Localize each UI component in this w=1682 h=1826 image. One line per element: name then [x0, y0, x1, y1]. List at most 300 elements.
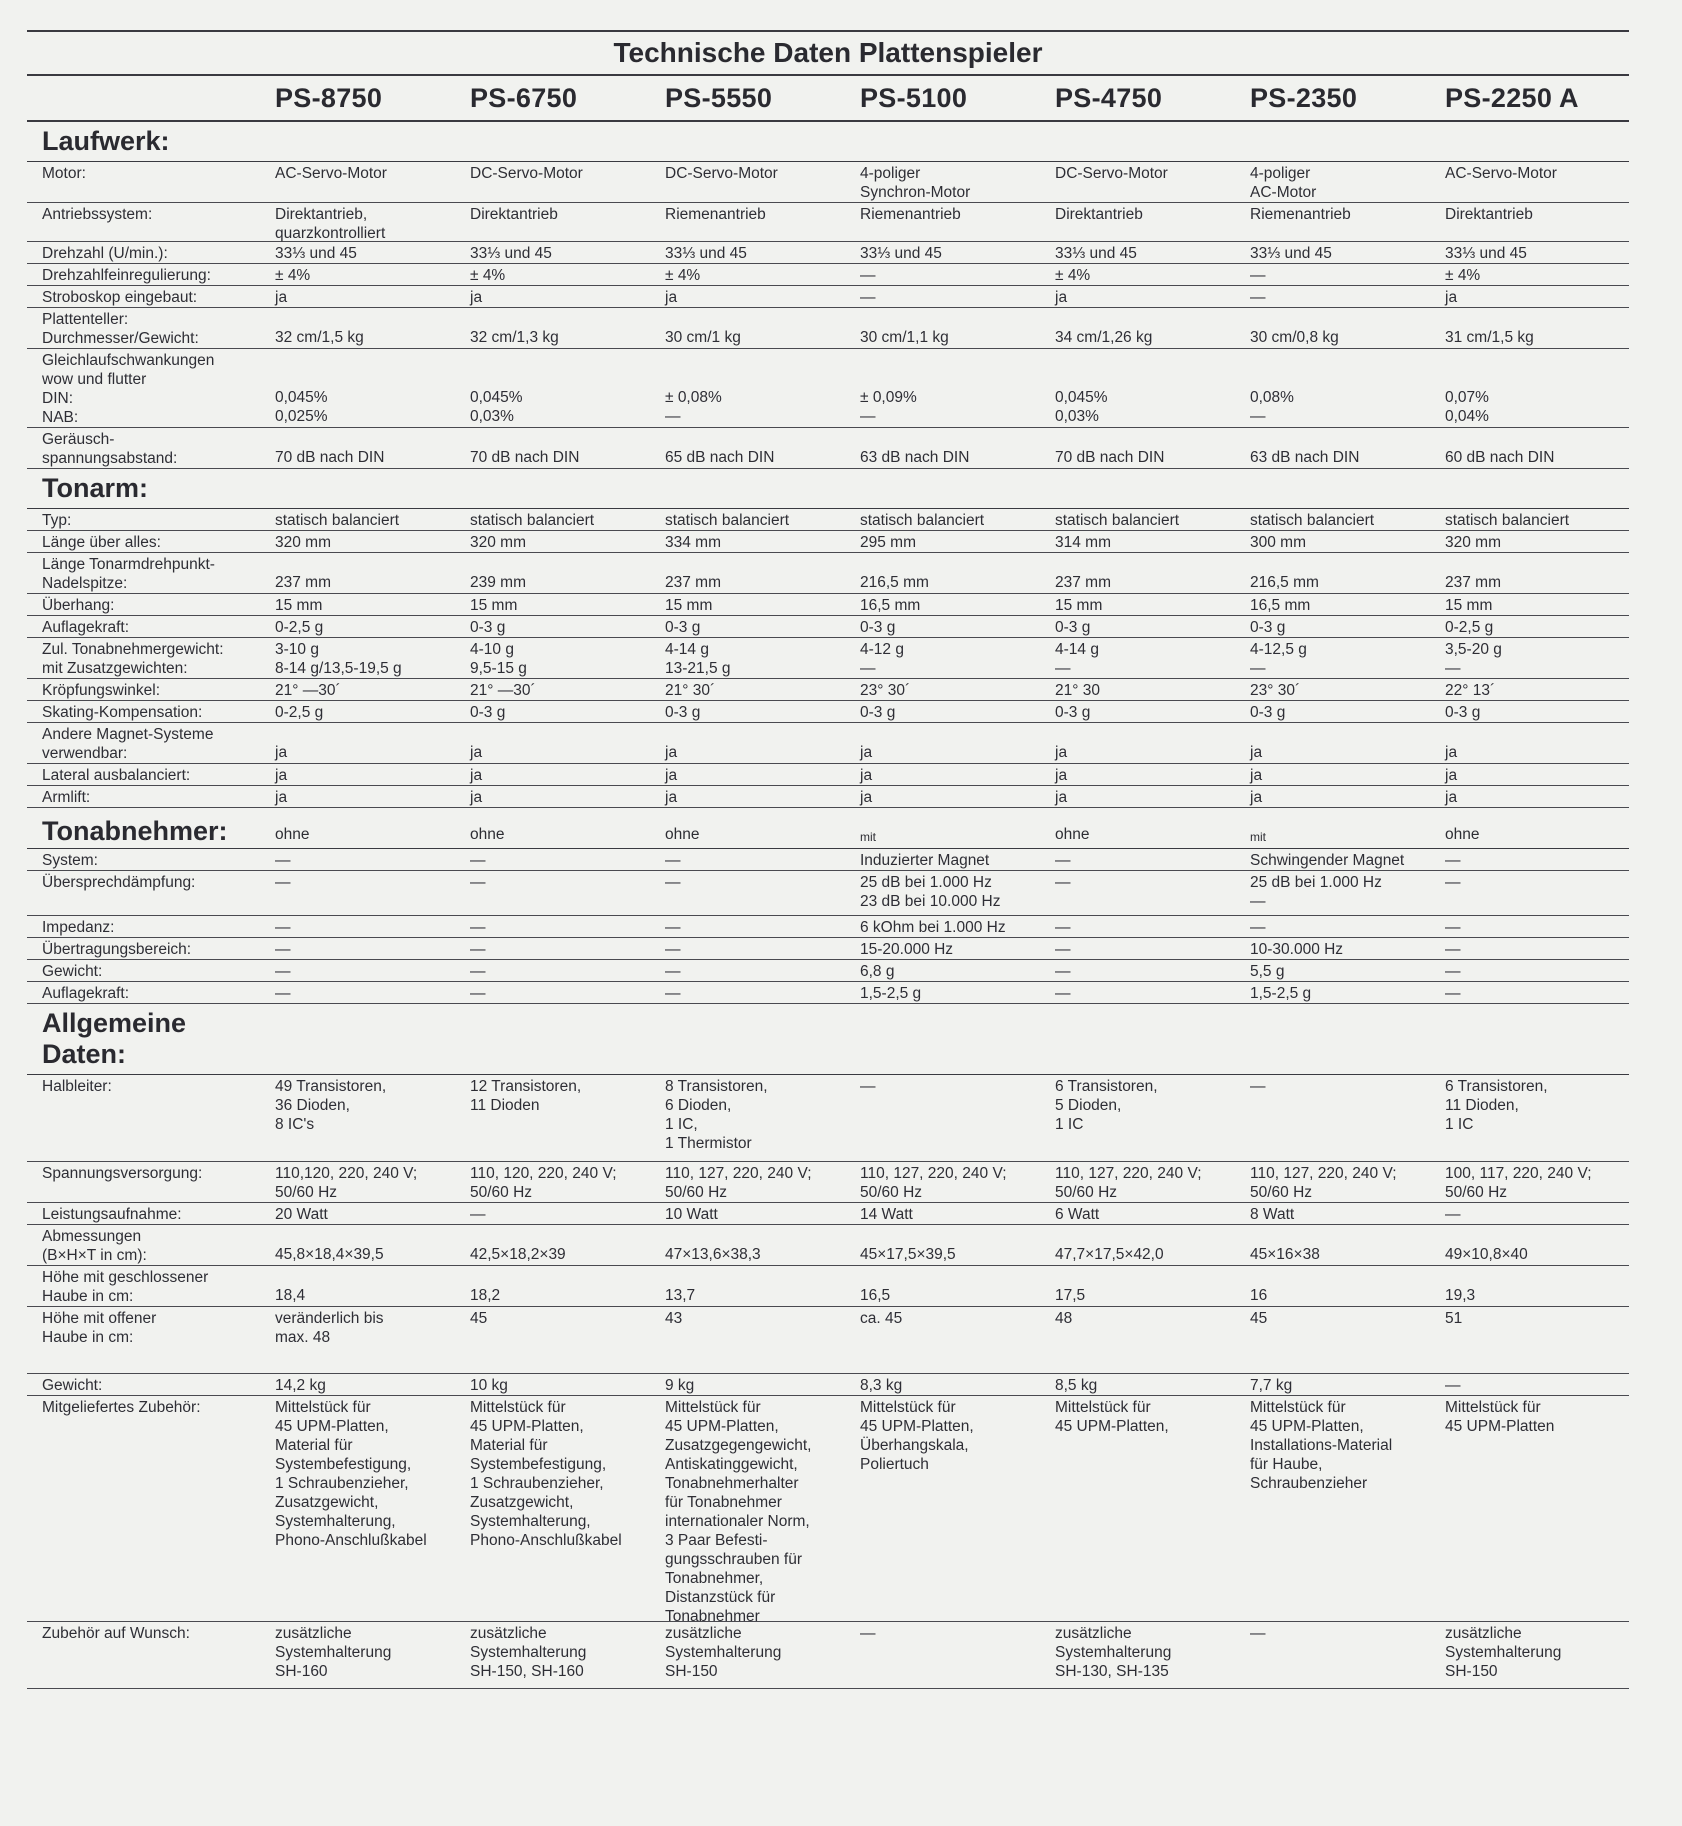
spec-value: — — [275, 985, 291, 1002]
spec-value: 33⅓ und 45 — [275, 245, 357, 262]
cartridge-included: mit — [860, 830, 876, 844]
spec-value: 21° 30 — [1055, 682, 1100, 699]
spec-value: statisch balanciert — [1250, 512, 1375, 529]
spec-row — [27, 723, 1629, 764]
spec-row — [27, 162, 1629, 203]
spec-label: Länge über alles: — [42, 534, 161, 551]
spec-value: 45 — [470, 1310, 488, 1327]
spec-value: DC-Servo-Motor — [1055, 165, 1168, 182]
spec-value: AC-Servo-Motor — [1445, 165, 1557, 182]
spec-row — [27, 428, 1629, 469]
spec-value: 63 dB nach DIN — [1250, 449, 1360, 466]
spec-value: 3,5-20 g — — [1445, 641, 1502, 677]
spec-value: ja — [665, 744, 678, 761]
spec-value: 18,2 — [470, 1287, 501, 1304]
spec-label: Plattenteller: Durchmesser/Gewicht: — [42, 311, 199, 347]
spec-value: statisch balanciert — [1055, 512, 1180, 529]
spec-value: 3-10 g 8-14 g/13,5-19,5 g — [275, 641, 402, 677]
spec-value: ± 4% — [470, 267, 506, 284]
spec-value: 110, 127, 220, 240 V; 50/60 Hz — [860, 1165, 1007, 1201]
spec-row — [27, 594, 1629, 616]
spec-value: ja — [1445, 789, 1458, 806]
spec-value: 9 kg — [665, 1377, 695, 1394]
spec-row — [27, 616, 1629, 638]
spec-value: 1,5-2,5 g — [860, 985, 922, 1002]
spec-label: Zul. Tonabnehmergewicht: mit Zusatzgewichten: — [42, 641, 224, 677]
spec-value: — — [1055, 985, 1071, 1002]
spec-value: 63 dB nach DIN — [860, 449, 970, 466]
spec-row — [27, 764, 1629, 786]
spec-value: ja — [275, 789, 288, 806]
spec-value: 0,045% 0,025% — [275, 389, 328, 425]
spec-row — [27, 960, 1629, 982]
spec-value: 8,5 kg — [1055, 1377, 1098, 1394]
spec-row — [27, 1225, 1629, 1266]
spec-value: — — [1055, 874, 1071, 891]
spec-value: 300 mm — [1250, 534, 1306, 551]
spec-value: — — [665, 963, 681, 980]
spec-row — [27, 916, 1629, 938]
spec-value: zusätzliche Systemhalterung SH-160 — [275, 1625, 392, 1680]
spec-value: 45,8×18,4×39,5 — [275, 1246, 384, 1263]
spec-value: 110, 127, 220, 240 V; 50/60 Hz — [665, 1165, 812, 1201]
spec-value: 0-3 g — [470, 704, 506, 721]
spec-value: statisch balanciert — [1445, 512, 1570, 529]
spec-value: 16,5 mm — [860, 597, 921, 614]
spec-value: Mittelstück für 45 UPM-Platten, Zusatzgegengewicht, Antiskatinggewicht, Tonabnehmerhalter für Tonabnehmer internationaler Norm, 3 Paar Befesti- gungsschrauben für Tonabnehmer, Distanzstück für Tonabnehmer — [665, 1399, 812, 1625]
spec-value: ca. 45 — [860, 1310, 903, 1327]
spec-value: 110, 120, 220, 240 V; 50/60 Hz — [470, 1165, 617, 1201]
spec-row — [27, 203, 1629, 242]
spec-value: — — [1445, 1377, 1461, 1394]
spec-value: ja — [1250, 789, 1263, 806]
spec-value: 8,3 kg — [860, 1377, 903, 1394]
spec-row — [27, 982, 1629, 1004]
spec-value: 15 mm — [665, 597, 713, 614]
spec-value: — — [470, 874, 486, 891]
spec-value: 4-12,5 g — — [1250, 641, 1307, 677]
spec-value: 320 mm — [1445, 534, 1501, 551]
spec-value: 32 cm/1,5 kg — [275, 329, 364, 346]
spec-value: zusätzliche Systemhalterung SH-150, SH-160 — [470, 1625, 587, 1680]
spec-value: Direktantrieb — [1055, 206, 1143, 223]
spec-row — [27, 938, 1629, 960]
spec-value: 42,5×18,2×39 — [470, 1246, 566, 1263]
spec-value: 0,045% 0,03% — [470, 389, 523, 425]
spec-value: 25 dB bei 1.000 Hz 23 dB bei 10.000 Hz — [860, 874, 1001, 910]
spec-value: ja — [1055, 744, 1068, 761]
spec-value: 47×13,6×38,3 — [665, 1246, 761, 1263]
spec-label: Höhe mit offener Haube in cm: — [42, 1310, 157, 1346]
spec-value: 0,045% 0,03% — [1055, 389, 1108, 425]
spec-row — [27, 349, 1629, 428]
spec-row — [27, 1374, 1629, 1396]
spec-value: 4-poliger AC-Motor — [1250, 165, 1317, 201]
spec-value: 22° 13´ — [1445, 682, 1496, 699]
spec-value: 0-3 g — [1055, 619, 1091, 636]
spec-value: ja — [1250, 744, 1263, 761]
spec-value: 47,7×17,5×42,0 — [1055, 1246, 1164, 1263]
spec-value: 18,4 — [275, 1287, 306, 1304]
cartridge-included: mit — [1250, 830, 1266, 844]
spec-value: 19,3 — [1445, 1287, 1476, 1304]
spec-value: ja — [470, 289, 483, 306]
spec-value: ja — [665, 789, 678, 806]
spec-value: — — [1445, 874, 1461, 891]
spec-value: ja — [1250, 767, 1263, 784]
spec-label: Armlift: — [42, 789, 91, 806]
spec-value: 70 dB nach DIN — [1055, 449, 1165, 466]
spec-row — [27, 1307, 1629, 1374]
spec-value: 4-14 g 13-21,5 g — [665, 641, 731, 677]
spec-value: — — [1055, 852, 1071, 869]
spec-value: 237 mm — [665, 574, 721, 591]
spec-value: — — [1250, 1625, 1266, 1642]
spec-value: 15-20.000 Hz — [860, 941, 954, 958]
spec-row — [27, 849, 1629, 871]
spec-row — [27, 308, 1629, 349]
spec-value: 0-3 g — [1250, 619, 1286, 636]
spec-value: — — [470, 1206, 486, 1223]
spec-value: 6 Transistoren, 11 Dioden, 1 IC — [1445, 1078, 1548, 1133]
spec-value: 34 cm/1,26 kg — [1055, 329, 1153, 346]
spec-value: — — [1445, 963, 1461, 980]
spec-value: — — [470, 963, 486, 980]
spec-value: ± 4% — [665, 267, 701, 284]
spec-value: — — [1445, 985, 1461, 1002]
spec-value: ± 4% — [1445, 267, 1481, 284]
spec-value: statisch balanciert — [470, 512, 595, 529]
spec-value: 0,08% — — [1250, 389, 1294, 425]
spec-value: — — [665, 852, 681, 869]
spec-value: 16,5 mm — [1250, 597, 1311, 614]
spec-value: — — [860, 1078, 876, 1095]
spec-value: — — [1250, 267, 1266, 284]
spec-value: 25 dB bei 1.000 Hz — — [1250, 874, 1382, 910]
cartridge-included: ohne — [665, 826, 700, 843]
spec-value: — — [275, 941, 291, 958]
spec-value: AC-Servo-Motor — [275, 165, 387, 182]
section-title: Tonabnehmer: — [42, 816, 228, 846]
spec-label: Spannungsversorgung: — [42, 1165, 203, 1182]
spec-row — [27, 679, 1629, 701]
spec-value: — — [1250, 1078, 1266, 1095]
spec-value: Induzierter Magnet — [860, 852, 990, 869]
spec-value: 30 cm/1 kg — [665, 329, 741, 346]
spec-value: 15 mm — [1445, 597, 1493, 614]
spec-value: 0-2,5 g — [275, 619, 324, 636]
spec-value: — — [470, 941, 486, 958]
spec-row — [27, 786, 1629, 808]
spec-value: — — [275, 852, 291, 869]
spec-label: Kröpfungswinkel: — [42, 682, 161, 699]
spec-value: 65 dB nach DIN — [665, 449, 775, 466]
spec-value: 314 mm — [1055, 534, 1111, 551]
spec-value: 0-3 g — [470, 619, 506, 636]
spec-value: 0-3 g — [1445, 704, 1481, 721]
spec-value: 60 dB nach DIN — [1445, 449, 1555, 466]
spec-value: Riemenantrieb — [665, 206, 766, 223]
spec-value: ja — [470, 744, 483, 761]
spec-value: 30 cm/1,1 kg — [860, 329, 949, 346]
spec-value: — — [1055, 963, 1071, 980]
spec-value: 4-14 g — — [1055, 641, 1099, 677]
model-name: PS-2350 — [1250, 82, 1358, 113]
spec-value: 15 mm — [1055, 597, 1103, 614]
spec-value: 8 Watt — [1250, 1206, 1295, 1223]
spec-value: ja — [1055, 789, 1068, 806]
spec-value: 16,5 — [860, 1287, 891, 1304]
spec-value: 237 mm — [1445, 574, 1501, 591]
spec-value: 17,5 — [1055, 1287, 1086, 1304]
spec-value: 33⅓ und 45 — [665, 245, 747, 262]
spec-value: — — [470, 985, 486, 1002]
spec-value: 110,120, 220, 240 V; 50/60 Hz — [275, 1165, 418, 1201]
spec-value: Direktantrieb — [470, 206, 558, 223]
spec-label: Zubehör auf Wunsch: — [42, 1625, 190, 1642]
spec-label: System: — [42, 852, 98, 869]
spec-value: 23° 30´ — [1250, 682, 1301, 699]
spec-value: 21° —30´ — [470, 682, 536, 699]
spec-value: 10-30.000 Hz — [1250, 941, 1344, 958]
spec-value: 0-2,5 g — [275, 704, 324, 721]
spec-value: 4-12 g — — [860, 641, 904, 677]
spec-value: — — [665, 919, 681, 936]
spec-value: 45×16×38 — [1250, 1246, 1320, 1263]
spec-value: ja — [1055, 289, 1068, 306]
spec-value: 16 — [1250, 1287, 1268, 1304]
spec-value: — — [860, 1625, 876, 1642]
spec-value: 14,2 kg — [275, 1377, 326, 1394]
spec-value: ± 4% — [1055, 267, 1091, 284]
spec-value: Mittelstück für 45 UPM-Platten, Installations-Material für Haube, Schraubenzieher — [1250, 1399, 1393, 1492]
spec-label: Drehzahl (U/min.): — [42, 245, 168, 262]
cartridge-included: ohne — [1445, 826, 1480, 843]
spec-label: Typ: — [42, 512, 72, 529]
spec-value: ja — [470, 789, 483, 806]
spec-label: Skating-Kompensation: — [42, 704, 203, 721]
spec-value: 48 — [1055, 1310, 1073, 1327]
cartridge-included: ohne — [1055, 826, 1090, 843]
spec-value: 45×17,5×39,5 — [860, 1246, 956, 1263]
spec-value: — — [275, 963, 291, 980]
spec-value: zusätzliche Systemhalterung SH-150 — [665, 1625, 782, 1680]
spec-label: Impedanz: — [42, 919, 115, 936]
spec-value: Mittelstück für 45 UPM-Platten — [1445, 1399, 1555, 1435]
section-heading-allgemein: Allgemeine Daten: — [27, 1004, 1629, 1075]
spec-value: 12 Transistoren, 11 Dioden — [470, 1078, 582, 1114]
spec-value: 0-2,5 g — [1445, 619, 1494, 636]
spec-value: — — [860, 289, 876, 306]
spec-label: Gewicht: — [42, 1377, 103, 1394]
spec-value: 1,5-2,5 g — [1250, 985, 1312, 1002]
spec-value: DC-Servo-Motor — [665, 165, 778, 182]
spec-value: Direktantrieb — [1445, 206, 1533, 223]
spec-value: 0-3 g — [665, 619, 701, 636]
spec-value: 110, 127, 220, 240 V; 50/60 Hz — [1250, 1165, 1397, 1201]
model-name: PS-4750 — [1055, 82, 1163, 113]
spec-label: Auflagekraft: — [42, 619, 130, 636]
spec-row — [27, 1622, 1629, 1689]
spec-value: ja — [860, 744, 873, 761]
spec-value: ja — [665, 767, 678, 784]
spec-label: Andere Magnet-Systeme verwendbar: — [42, 726, 214, 762]
spec-value: 4-poliger Synchron-Motor — [860, 165, 971, 201]
spec-value: 5,5 g — [1250, 963, 1285, 980]
spec-value: 295 mm — [860, 534, 916, 551]
spec-value: Mittelstück für 45 UPM-Platten, — [1055, 1399, 1169, 1435]
spec-value: 49 Transistoren, 36 Dioden, 8 IC's — [275, 1078, 387, 1133]
spec-label: Gewicht: — [42, 963, 103, 980]
spec-value: 6 Watt — [1055, 1206, 1100, 1223]
spec-value: — — [1055, 941, 1071, 958]
spec-value: — — [275, 919, 291, 936]
spec-value: 7,7 kg — [1250, 1377, 1293, 1394]
spec-value: 31 cm/1,5 kg — [1445, 329, 1534, 346]
spec-value: 33⅓ und 45 — [860, 245, 942, 262]
spec-value: — — [470, 919, 486, 936]
spec-row — [27, 1203, 1629, 1225]
spec-value: Riemenantrieb — [860, 206, 961, 223]
spec-row — [27, 531, 1629, 553]
spec-value: 320 mm — [275, 534, 331, 551]
spec-label: Höhe mit geschlossener Haube in cm: — [42, 1269, 209, 1305]
spec-label: Übersprechdämpfung: — [42, 874, 196, 891]
spec-label: Abmessungen (B×H×T in cm): — [42, 1228, 147, 1264]
spec-value: ja — [275, 767, 288, 784]
spec-value: 216,5 mm — [860, 574, 929, 591]
spec-row — [27, 553, 1629, 594]
spec-label: Stroboskop eingebaut: — [42, 289, 198, 306]
spec-value: Direktantrieb, quarzkontrolliert — [275, 206, 386, 242]
model-name: PS-5550 — [665, 82, 773, 113]
spec-value: 239 mm — [470, 574, 526, 591]
spec-row — [27, 638, 1629, 679]
spec-value: veränderlich bis max. 48 — [275, 1310, 384, 1346]
spec-value: 110, 127, 220, 240 V; 50/60 Hz — [1055, 1165, 1202, 1201]
spec-row — [27, 509, 1629, 531]
spec-value: Schwingender Magnet — [1250, 852, 1405, 869]
spec-value: 0-3 g — [1055, 704, 1091, 721]
spec-value: 10 kg — [470, 1377, 508, 1394]
spec-value: — — [860, 267, 876, 284]
spec-value: 30 cm/0,8 kg — [1250, 329, 1339, 346]
spec-value: — — [1445, 852, 1461, 869]
spec-value: 15 mm — [275, 597, 323, 614]
spec-value: ja — [275, 744, 288, 761]
spec-value: ja — [470, 767, 483, 784]
spec-value: 6,8 g — [860, 963, 895, 980]
spec-label: Lateral ausbalanciert: — [42, 767, 191, 784]
spec-row — [27, 286, 1629, 308]
spec-value: 32 cm/1,3 kg — [470, 329, 559, 346]
spec-value: ja — [1445, 744, 1458, 761]
spec-value: 15 mm — [470, 597, 518, 614]
spec-label: Übertragungsbereich: — [42, 941, 192, 958]
spec-label: Länge Tonarmdrehpunkt- Nadelspitze: — [42, 556, 215, 592]
spec-value: 6 Transistoren, 5 Dioden, 1 IC — [1055, 1078, 1158, 1133]
spec-value: 8 Transistoren, 6 Dioden, 1 IC, 1 Thermistor — [665, 1078, 768, 1152]
model-name: PS-2250 A — [1445, 82, 1579, 113]
spec-value: 6 kOhm bei 1.000 Hz — [860, 919, 1006, 936]
spec-value: 43 — [665, 1310, 683, 1327]
spec-value: 14 Watt — [860, 1206, 913, 1223]
spec-value: — — [665, 941, 681, 958]
spec-value: Mittelstück für 45 UPM-Platten, Überhangskala, Poliertuch — [860, 1399, 974, 1473]
spec-label: Motor: — [42, 165, 86, 182]
spec-value: — — [1250, 289, 1266, 306]
section-heading-laufwerk: Laufwerk: — [27, 122, 1629, 162]
spec-row — [27, 1162, 1629, 1203]
spec-value: 51 — [1445, 1310, 1463, 1327]
page-title: Technische Daten Plattenspieler — [27, 32, 1629, 76]
spec-label: Überhang: — [42, 597, 115, 614]
spec-table — [27, 30, 1629, 1689]
spec-value: zusätzliche Systemhalterung SH-130, SH-135 — [1055, 1625, 1172, 1680]
spec-value: statisch balanciert — [275, 512, 400, 529]
spec-value: — — [470, 852, 486, 869]
spec-value: 21° —30´ — [275, 682, 341, 699]
spec-value: 33⅓ und 45 — [1250, 245, 1332, 262]
spec-row — [27, 1266, 1629, 1307]
spec-value: DC-Servo-Motor — [470, 165, 583, 182]
spec-value: 0-3 g — [860, 619, 896, 636]
spec-value: 0-3 g — [665, 704, 701, 721]
spec-value: 33⅓ und 45 — [1055, 245, 1137, 262]
spec-value: ja — [275, 289, 288, 306]
spec-value: ja — [1055, 767, 1068, 784]
spec-value: 4-10 g 9,5-15 g — [470, 641, 527, 677]
spec-value: — — [665, 874, 681, 891]
spec-body — [27, 122, 1629, 1689]
model-name: PS-8750 — [275, 82, 383, 113]
spec-value: 237 mm — [1055, 574, 1111, 591]
spec-value: ± 0,09% — — [860, 389, 917, 425]
spec-value: 20 Watt — [275, 1206, 328, 1223]
section-heading-tonabnehmer — [27, 808, 1629, 849]
section-heading-tonarm: Tonarm: — [27, 469, 1629, 509]
spec-value: 334 mm — [665, 534, 721, 551]
spec-value: 0-3 g — [860, 704, 896, 721]
spec-value: 33⅓ und 45 — [470, 245, 552, 262]
spec-row — [27, 871, 1629, 916]
spec-value: 320 mm — [470, 534, 526, 551]
spec-label: Mitgeliefertes Zubehör: — [42, 1399, 201, 1416]
cartridge-included: ohne — [275, 826, 310, 843]
spec-value: — — [1055, 919, 1071, 936]
spec-value: ja — [860, 767, 873, 784]
spec-value: — — [1445, 919, 1461, 936]
spec-value: 33⅓ und 45 — [1445, 245, 1527, 262]
spec-value: ja — [1445, 289, 1458, 306]
spec-value: Riemenantrieb — [1250, 206, 1351, 223]
model-name: PS-6750 — [470, 82, 578, 113]
spec-value: ± 0,08% — — [665, 389, 722, 425]
spec-value: ja — [665, 289, 678, 306]
spec-value: — — [1445, 941, 1461, 958]
spec-row — [27, 264, 1629, 286]
spec-label: Leistungsaufnahme: — [42, 1206, 182, 1223]
spec-value: 45 — [1250, 1310, 1268, 1327]
spec-label: Gleichlaufschwankungen wow und flutter DIN: NAB: — [42, 352, 215, 426]
spec-value: — — [1250, 919, 1266, 936]
spec-value: 10 Watt — [665, 1206, 718, 1223]
spec-value: 100, 117, 220, 240 V; 50/60 Hz — [1445, 1165, 1592, 1201]
spec-row — [27, 1396, 1629, 1625]
spec-value: 49×10,8×40 — [1445, 1246, 1528, 1263]
spec-value: 70 dB nach DIN — [275, 449, 385, 466]
spec-row — [27, 242, 1629, 264]
